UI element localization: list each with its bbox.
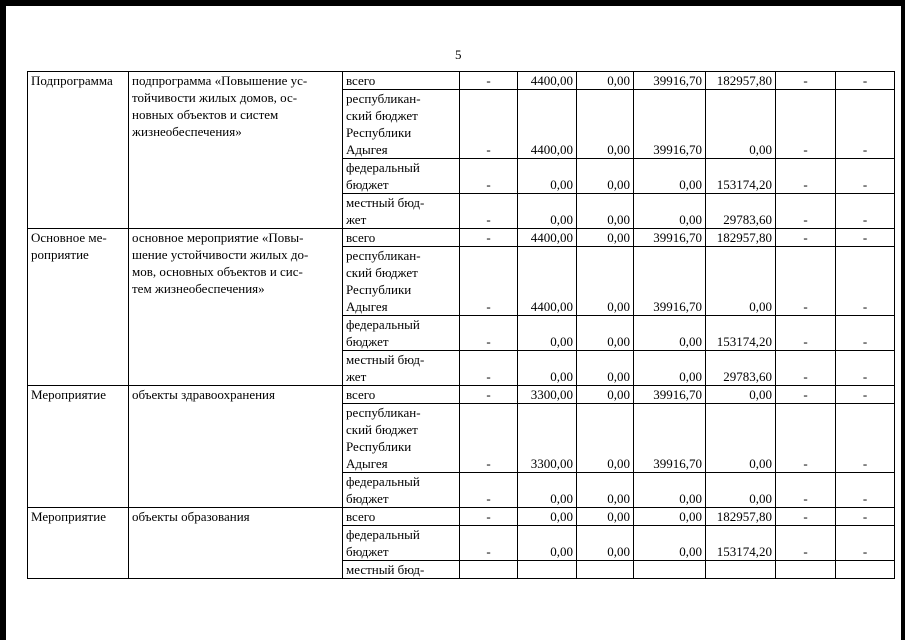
amount-cell-c3: 0,00 xyxy=(577,526,634,561)
funding-source-cell: всего xyxy=(343,508,460,526)
amount-cell-c5: 0,00 xyxy=(706,386,776,404)
amount-cell-c2: 0,00 xyxy=(518,473,577,508)
amount-cell-c1: - xyxy=(460,316,518,351)
amount-cell-c2: 3300,00 xyxy=(518,386,577,404)
amount-cell-c4: 0,00 xyxy=(634,526,706,561)
amount-cell-c1: - xyxy=(460,473,518,508)
scan-border-top xyxy=(0,0,905,6)
funding-source-cell: федеральный бюджет xyxy=(343,526,460,561)
amount-cell-c7: - xyxy=(836,159,895,194)
amount-cell-c7: - xyxy=(836,473,895,508)
funding-source-cell: республикан- ский бюджет Республики Адыгея xyxy=(343,247,460,316)
amount-cell-c7 xyxy=(836,561,895,579)
amount-cell-c4: 39916,70 xyxy=(634,90,706,159)
amount-cell-c5: 0,00 xyxy=(706,404,776,473)
amount-cell-c7: - xyxy=(836,247,895,316)
amount-cell-c2: 0,00 xyxy=(518,351,577,386)
amount-cell-c5: 153174,20 xyxy=(706,316,776,351)
amount-cell-c6: - xyxy=(776,386,836,404)
item-name-cell: подпрограмма «Повышение ус- тойчивости жилых домов, ос- новных объектов и систем жизнеобеспечения» xyxy=(129,72,343,229)
amount-cell-c1: - xyxy=(460,247,518,316)
item-name-cell: объекты образования xyxy=(129,508,343,579)
amount-cell-c1: - xyxy=(460,194,518,229)
amount-cell-c1: - xyxy=(460,90,518,159)
amount-cell-c2: 0,00 xyxy=(518,159,577,194)
amount-cell-c1: - xyxy=(460,72,518,90)
amount-cell-c1: - xyxy=(460,159,518,194)
amount-cell-c1: - xyxy=(460,526,518,561)
amount-cell-c3: 0,00 xyxy=(577,247,634,316)
amount-cell-c6: - xyxy=(776,194,836,229)
item-name-cell: основное мероприятие «Повы- шение устойчивости жилых до- мов, основных объектов и сис- тем жизнеобеспечения» xyxy=(129,229,343,386)
amount-cell-c3: 0,00 xyxy=(577,229,634,247)
amount-cell-c4: 39916,70 xyxy=(634,229,706,247)
amount-cell-c5: 182957,80 xyxy=(706,72,776,90)
amount-cell-c3: 0,00 xyxy=(577,90,634,159)
table-row xyxy=(28,72,895,90)
amount-cell-c7: - xyxy=(836,386,895,404)
amount-cell-c5: 182957,80 xyxy=(706,229,776,247)
funding-source-cell: всего xyxy=(343,229,460,247)
funding-source-cell: федеральный бюджет xyxy=(343,316,460,351)
amount-cell-c2: 0,00 xyxy=(518,508,577,526)
amount-cell-c5: 29783,60 xyxy=(706,194,776,229)
amount-cell-c5: 29783,60 xyxy=(706,351,776,386)
amount-cell-c3: 0,00 xyxy=(577,351,634,386)
table-row xyxy=(28,386,895,404)
amount-cell-c3: 0,00 xyxy=(577,386,634,404)
amount-cell-c4: 0,00 xyxy=(634,194,706,229)
item-level-cell: Основное ме- роприятие xyxy=(28,229,129,386)
amount-cell-c7: - xyxy=(836,351,895,386)
amount-cell-c6 xyxy=(776,561,836,579)
amount-cell-c7: - xyxy=(836,508,895,526)
amount-cell-c2: 0,00 xyxy=(518,316,577,351)
amount-cell-c4: 0,00 xyxy=(634,473,706,508)
funding-source-cell: всего xyxy=(343,386,460,404)
amount-cell-c1: - xyxy=(460,404,518,473)
amount-cell-c3: 0,00 xyxy=(577,316,634,351)
amount-cell-c5: 182957,80 xyxy=(706,508,776,526)
item-name-cell: объекты здравоохранения xyxy=(129,386,343,508)
amount-cell-c5: 153174,20 xyxy=(706,526,776,561)
amount-cell-c1: - xyxy=(460,386,518,404)
scan-border-left xyxy=(0,0,6,640)
amount-cell-c3: 0,00 xyxy=(577,404,634,473)
amount-cell-c7: - xyxy=(836,72,895,90)
amount-cell-c2 xyxy=(518,561,577,579)
funding-source-cell: местный бюд- жет xyxy=(343,351,460,386)
item-level-cell: Подпрограмма xyxy=(28,72,129,229)
amount-cell-c5 xyxy=(706,561,776,579)
amount-cell-c1: - xyxy=(460,351,518,386)
amount-cell-c6: - xyxy=(776,526,836,561)
amount-cell-c1: - xyxy=(460,508,518,526)
funding-source-cell: всего xyxy=(343,72,460,90)
amount-cell-c4: 0,00 xyxy=(634,159,706,194)
amount-cell-c3: 0,00 xyxy=(577,508,634,526)
amount-cell-c7: - xyxy=(836,316,895,351)
amount-cell-c7: - xyxy=(836,404,895,473)
amount-cell-c6: - xyxy=(776,404,836,473)
funding-source-cell: федеральный бюджет xyxy=(343,473,460,508)
amount-cell-c4 xyxy=(634,561,706,579)
amount-cell-c5: 0,00 xyxy=(706,247,776,316)
amount-cell-c2: 4400,00 xyxy=(518,72,577,90)
amount-cell-c6: - xyxy=(776,229,836,247)
scan-border-right xyxy=(901,0,905,640)
amount-cell-c2: 4400,00 xyxy=(518,229,577,247)
amount-cell-c5: 0,00 xyxy=(706,90,776,159)
amount-cell-c2: 4400,00 xyxy=(518,247,577,316)
budget-table xyxy=(27,71,895,579)
amount-cell-c3: 0,00 xyxy=(577,159,634,194)
funding-source-cell: республикан- ский бюджет Республики Адыгея xyxy=(343,90,460,159)
amount-cell-c4: 0,00 xyxy=(634,351,706,386)
amount-cell-c4: 39916,70 xyxy=(634,72,706,90)
amount-cell-c4: 39916,70 xyxy=(634,386,706,404)
funding-source-cell: федеральный бюджет xyxy=(343,159,460,194)
amount-cell-c2: 3300,00 xyxy=(518,404,577,473)
amount-cell-c1: - xyxy=(460,229,518,247)
amount-cell-c7: - xyxy=(836,526,895,561)
amount-cell-c3 xyxy=(577,561,634,579)
amount-cell-c6: - xyxy=(776,508,836,526)
amount-cell-c7: - xyxy=(836,229,895,247)
amount-cell-c4: 39916,70 xyxy=(634,247,706,316)
item-level-cell: Мероприятие xyxy=(28,386,129,508)
amount-cell-c4: 0,00 xyxy=(634,508,706,526)
amount-cell-c2: 0,00 xyxy=(518,194,577,229)
amount-cell-c6: - xyxy=(776,159,836,194)
amount-cell-c4: 0,00 xyxy=(634,316,706,351)
amount-cell-c3: 0,00 xyxy=(577,194,634,229)
item-level-cell: Мероприятие xyxy=(28,508,129,579)
funding-source-cell: республикан- ский бюджет Республики Адыгея xyxy=(343,404,460,473)
amount-cell-c6: - xyxy=(776,72,836,90)
table-row xyxy=(28,508,895,526)
amount-cell-c6: - xyxy=(776,473,836,508)
amount-cell-c2: 4400,00 xyxy=(518,90,577,159)
funding-source-cell: местный бюд- xyxy=(343,561,460,579)
amount-cell-c5: 0,00 xyxy=(706,473,776,508)
amount-cell-c5: 153174,20 xyxy=(706,159,776,194)
amount-cell-c3: 0,00 xyxy=(577,473,634,508)
amount-cell-c4: 39916,70 xyxy=(634,404,706,473)
amount-cell-c1 xyxy=(460,561,518,579)
amount-cell-c2: 0,00 xyxy=(518,526,577,561)
funding-source-cell: местный бюд- жет xyxy=(343,194,460,229)
amount-cell-c6: - xyxy=(776,351,836,386)
page-number: 5 xyxy=(455,47,462,62)
table-row xyxy=(28,229,895,247)
amount-cell-c6: - xyxy=(776,247,836,316)
amount-cell-c7: - xyxy=(836,90,895,159)
amount-cell-c3: 0,00 xyxy=(577,72,634,90)
amount-cell-c6: - xyxy=(776,90,836,159)
amount-cell-c7: - xyxy=(836,194,895,229)
amount-cell-c6: - xyxy=(776,316,836,351)
